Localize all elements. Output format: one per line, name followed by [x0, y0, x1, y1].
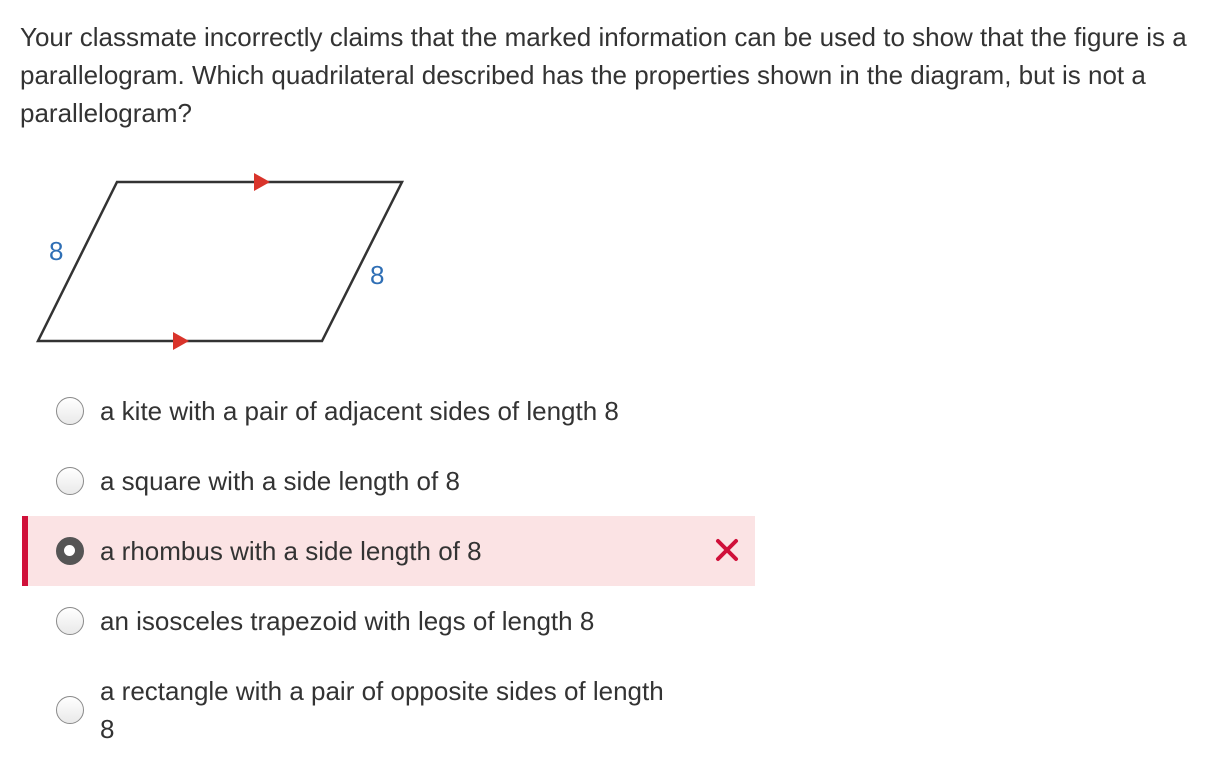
parallelogram-diagram [30, 165, 420, 360]
radio-button[interactable] [56, 607, 84, 635]
choice-isosceles-trapezoid[interactable] [22, 586, 755, 656]
radio-button[interactable] [56, 696, 84, 724]
incorrect-x-icon [713, 536, 741, 564]
choice-rhombus[interactable] [22, 516, 755, 586]
choice-square[interactable] [22, 446, 755, 516]
choice-label: a rhombus with a side length of 8 [100, 536, 482, 566]
choice-label: a square with a side length of 8 [100, 466, 460, 496]
parallelogram-figure [30, 165, 420, 360]
left-side-label: 8 [49, 236, 64, 266]
top-parallel-arrow [254, 173, 270, 191]
question-text: Your classmate incorrectly claims that the marked information can be used to show that the figure is a parallelogram. Which quadrilateral described has the properties shown in the diagram, but is not a parallelogram? [20, 22, 1187, 128]
radio-button[interactable] [56, 397, 84, 425]
bottom-parallel-arrow [173, 332, 189, 350]
radio-button-selected[interactable] [56, 537, 84, 565]
radio-button[interactable] [56, 467, 84, 495]
choice-rectangle[interactable] [22, 656, 755, 746]
choice-label: a rectangle with a pair of opposite sides of length 8 [100, 676, 664, 744]
right-side-label: 8 [370, 260, 385, 290]
quadrilateral-shape [38, 182, 402, 341]
choice-label: an isosceles trapezoid with legs of length 8 [100, 606, 595, 636]
choice-label: a kite with a pair of adjacent sides of length 8 [100, 396, 619, 426]
choice-kite[interactable] [22, 376, 755, 446]
